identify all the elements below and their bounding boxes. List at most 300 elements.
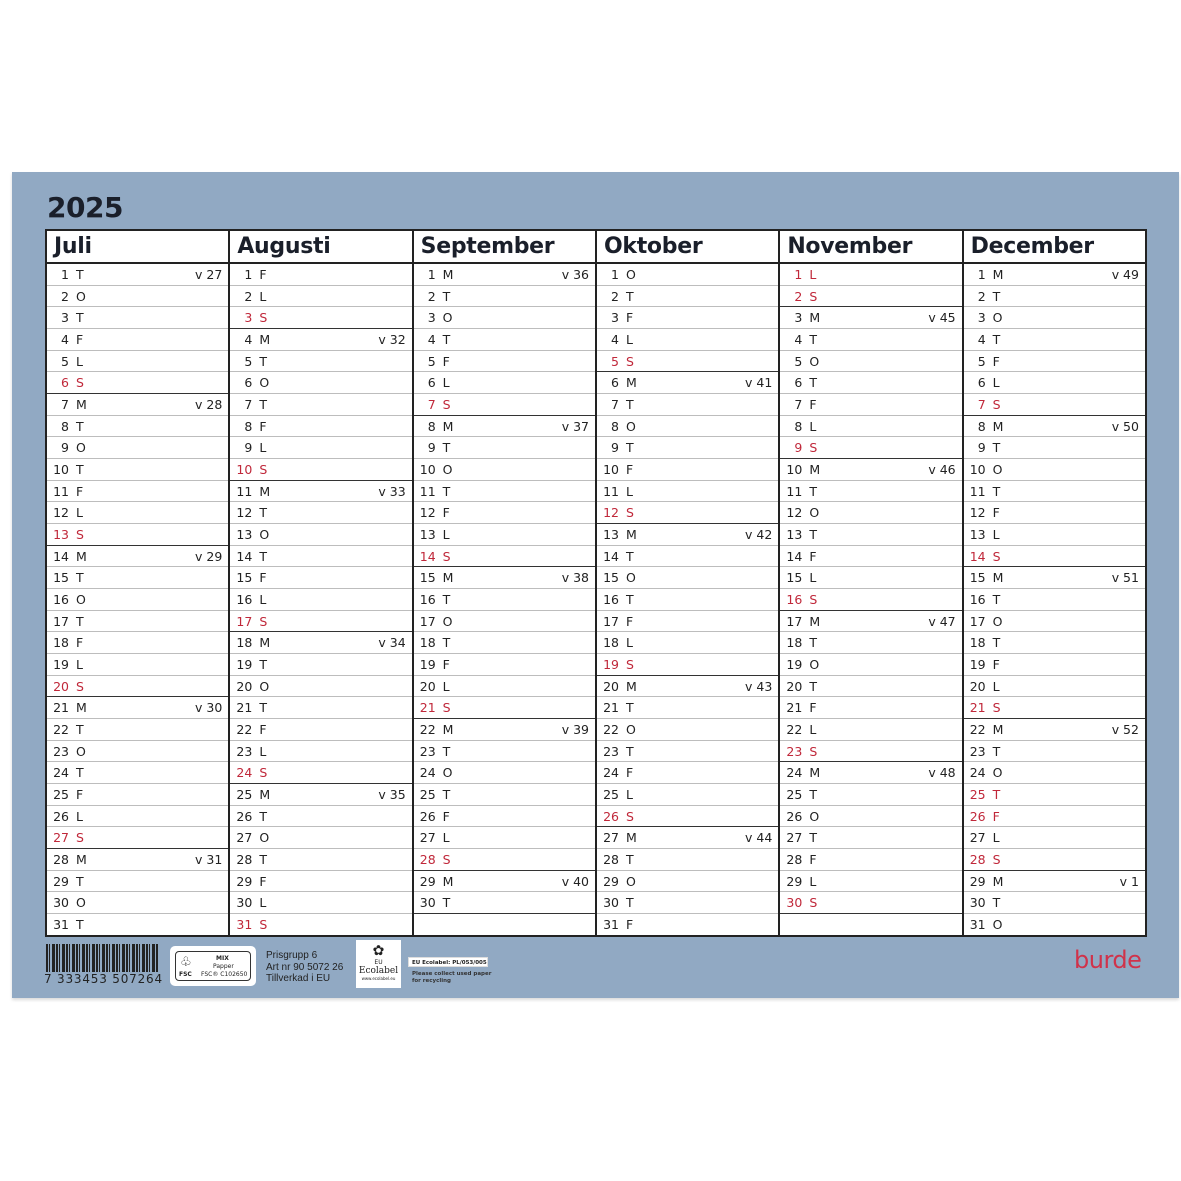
day-number: 12	[53, 505, 69, 521]
day-row	[414, 783, 595, 805]
weekday-letter: S	[259, 917, 268, 933]
weekday-letter: T	[76, 722, 84, 738]
weekday-letter: M	[259, 483, 271, 499]
weekday-letter: T	[76, 570, 84, 586]
day-row	[964, 631, 1145, 653]
day-number: 1	[611, 267, 619, 282]
day-number: 5	[427, 353, 436, 369]
day-number: 3	[61, 310, 69, 326]
day-row	[414, 458, 595, 480]
weekday-letter: S	[259, 310, 268, 326]
weekday-letter: M	[76, 852, 87, 868]
day-number: 23	[969, 743, 986, 759]
month-column-juli	[47, 231, 228, 935]
day-row	[47, 285, 228, 307]
weekday-letter: F	[259, 267, 267, 282]
day-row	[230, 675, 411, 697]
day-number: 8	[244, 418, 253, 434]
day-row	[780, 501, 961, 523]
weekday-letter: S	[625, 505, 634, 521]
day-number: 3	[244, 310, 253, 326]
day-number: 5	[977, 353, 986, 369]
ecolabel-flower-icon: ✿	[372, 943, 385, 959]
day-number: 15	[236, 570, 253, 586]
day-number: 15	[419, 570, 436, 586]
day-number: 18	[603, 635, 619, 651]
weekday-letter: M	[625, 830, 637, 846]
day-number: 25	[419, 787, 436, 803]
weekday-letter: T	[625, 895, 634, 911]
day-number: 7	[977, 397, 986, 413]
day-number: 5	[611, 353, 619, 369]
weekday-letter: S	[992, 548, 1001, 564]
day-number: 14	[969, 548, 986, 564]
day-number: 2	[977, 288, 986, 304]
day-row	[597, 480, 778, 502]
day-number: 8	[61, 418, 69, 434]
day-number: 1	[61, 267, 69, 282]
day-row	[597, 740, 778, 762]
weekday-letter: T	[992, 635, 1001, 651]
day-row	[47, 913, 228, 935]
day-number: 2	[427, 288, 436, 304]
weekday-letter: T	[76, 310, 84, 326]
day-number: 14	[419, 548, 436, 564]
weekday-letter: M	[809, 310, 821, 326]
day-number: 16	[419, 592, 436, 608]
day-row	[964, 371, 1145, 393]
weekday-letter: O	[809, 657, 820, 673]
day-row	[47, 371, 228, 393]
weekday-letter: T	[442, 483, 451, 499]
day-number: 20	[786, 678, 803, 694]
weekday-letter: L	[809, 873, 817, 889]
weekday-letter: T	[625, 548, 634, 564]
weekday-letter: F	[259, 873, 267, 889]
weekday-letter: L	[76, 808, 83, 824]
day-row	[780, 870, 961, 892]
day-number: 19	[786, 657, 803, 673]
day-number: 4	[794, 332, 803, 348]
day-number: 1	[427, 267, 436, 282]
day-number: 23	[53, 743, 69, 759]
day-row	[414, 306, 595, 328]
day-number: 29	[786, 873, 803, 889]
day-row	[230, 913, 411, 935]
weekday-letter: F	[76, 787, 84, 803]
weekday-letter: M	[625, 527, 637, 543]
day-number: 4	[61, 332, 69, 348]
day-number: 18	[786, 635, 803, 651]
weekday-letter: L	[625, 332, 633, 348]
day-number: 13	[969, 527, 986, 543]
day-number: 7	[244, 397, 253, 413]
weekday-letter: F	[992, 353, 1000, 369]
weekday-letter: O	[442, 310, 453, 326]
day-row	[597, 264, 778, 285]
day-row	[414, 848, 595, 870]
day-row	[230, 350, 411, 372]
weekday-letter: T	[76, 418, 84, 434]
weekday-letter: T	[76, 917, 84, 933]
day-row	[964, 610, 1145, 632]
fsc-code: FSC® C102650	[201, 971, 248, 978]
weekday-letter: L	[76, 657, 83, 673]
day-number: 3	[794, 310, 803, 326]
weekday-letter: F	[259, 722, 267, 738]
day-row	[47, 480, 228, 502]
week-number: v 44	[745, 830, 773, 846]
day-row	[597, 891, 778, 913]
day-row	[414, 761, 595, 783]
day-number: 8	[611, 418, 619, 434]
day-row	[597, 848, 778, 870]
day-number: 10	[419, 462, 436, 478]
day-number: 27	[786, 830, 803, 846]
day-row	[47, 610, 228, 632]
weekday-letter: T	[442, 332, 451, 348]
day-row	[414, 913, 595, 935]
weekday-letter: S	[442, 852, 451, 868]
day-row	[230, 545, 411, 567]
day-number: 11	[786, 483, 803, 499]
weekday-letter: S	[809, 440, 818, 456]
day-number: 31	[236, 917, 253, 933]
weekday-letter: T	[992, 787, 1001, 803]
day-row	[964, 761, 1145, 783]
week-number: v 42	[745, 527, 773, 543]
weekday-letter: T	[992, 440, 1001, 456]
calendar-grid	[45, 229, 1147, 937]
price-group: Prisgrupp 6	[266, 950, 318, 961]
weekday-letter: L	[809, 418, 817, 434]
weekday-letter: M	[76, 700, 87, 716]
day-number: 21	[786, 700, 803, 716]
week-number: v 52	[1111, 722, 1139, 738]
day-number: 25	[969, 787, 986, 803]
day-row	[597, 371, 778, 393]
day-row	[47, 458, 228, 480]
day-number: 23	[603, 743, 619, 759]
day-row	[964, 740, 1145, 762]
weekday-letter: F	[625, 765, 634, 781]
weekday-letter: F	[809, 700, 817, 716]
weekday-letter: M	[992, 722, 1004, 738]
day-number: 14	[53, 548, 69, 564]
day-row	[230, 328, 411, 350]
day-row	[597, 393, 778, 415]
day-row	[780, 891, 961, 913]
article-number: Art nr 90 5072 26	[266, 961, 344, 973]
day-row	[230, 264, 411, 285]
day-number: 29	[53, 873, 69, 889]
weekday-letter: T	[259, 852, 267, 868]
weekday-letter: O	[76, 288, 86, 304]
weekday-letter: S	[809, 895, 818, 911]
day-number: 20	[603, 678, 619, 694]
day-row	[597, 501, 778, 523]
weekday-letter: O	[992, 462, 1003, 478]
day-number: 25	[53, 787, 69, 803]
weekday-letter: T	[259, 657, 267, 673]
day-number: 16	[236, 592, 253, 608]
day-number: 24	[969, 765, 986, 781]
week-number: v 32	[378, 332, 406, 348]
day-number: 28	[786, 852, 803, 868]
day-number: 26	[969, 808, 986, 824]
day-row	[230, 371, 411, 393]
day-row	[230, 501, 411, 523]
weekday-letter: S	[992, 700, 1001, 716]
day-number: 22	[969, 722, 986, 738]
day-number: 5	[794, 353, 803, 369]
day-row	[597, 826, 778, 848]
fsc-label	[170, 946, 256, 986]
day-number: 13	[53, 527, 69, 543]
day-number: 1	[977, 267, 986, 282]
day-row	[47, 761, 228, 783]
day-number: 13	[786, 527, 803, 543]
day-number: 20	[969, 678, 986, 694]
weekday-letter: M	[625, 678, 637, 694]
day-number: 9	[427, 440, 436, 456]
day-number: 11	[236, 483, 253, 499]
day-row	[597, 545, 778, 567]
weekday-letter: T	[992, 483, 1001, 499]
day-number: 24	[419, 765, 436, 781]
barcode	[46, 944, 158, 972]
weekday-letter: S	[259, 613, 268, 629]
day-row	[230, 761, 411, 783]
day-row	[230, 285, 411, 307]
day-row	[597, 610, 778, 632]
day-row	[230, 306, 411, 328]
weekday-letter: M	[259, 332, 271, 348]
day-row	[780, 826, 961, 848]
day-row	[780, 458, 961, 480]
weekday-letter: S	[442, 397, 451, 413]
weekday-letter: T	[625, 743, 634, 759]
ecolabel-license: EU Ecolabel: PL/053/005	[408, 957, 488, 967]
day-row	[47, 415, 228, 437]
day-row	[47, 718, 228, 740]
day-number: 22	[786, 722, 803, 738]
day-number: 4	[244, 332, 253, 348]
day-number: 20	[53, 678, 69, 694]
day-row	[47, 501, 228, 523]
day-number: 10	[603, 462, 619, 478]
recycle-line: for recycling	[412, 977, 451, 984]
weekday-letter: S	[809, 743, 818, 759]
day-row	[964, 696, 1145, 718]
month-column-augusti	[228, 231, 411, 935]
day-number: 28	[419, 852, 436, 868]
day-number: 13	[603, 527, 619, 543]
weekday-letter: O	[625, 570, 636, 586]
weekday-letter: F	[442, 657, 450, 673]
weekday-letter: L	[442, 375, 450, 391]
weekday-letter: T	[442, 440, 451, 456]
day-row	[597, 675, 778, 697]
weekday-letter: M	[625, 375, 637, 391]
weekday-letter: S	[992, 852, 1001, 868]
weekday-letter: M	[442, 418, 454, 434]
weekday-letter: L	[259, 288, 267, 304]
day-number: 26	[603, 808, 619, 824]
day-row	[780, 783, 961, 805]
day-row	[597, 870, 778, 892]
month-name: Oktober	[597, 231, 778, 264]
weekday-letter: T	[992, 895, 1001, 911]
weekday-letter: O	[259, 830, 270, 846]
day-row	[47, 696, 228, 718]
weekday-letter: O	[992, 765, 1003, 781]
day-number: 27	[603, 830, 619, 846]
weekday-letter: O	[625, 418, 636, 434]
weekday-letter: F	[809, 852, 817, 868]
day-number: 10	[786, 462, 803, 478]
day-row	[964, 588, 1145, 610]
weekday-letter: M	[442, 267, 454, 282]
weekday-letter: O	[625, 873, 636, 889]
weekday-letter: T	[76, 267, 84, 282]
day-row	[780, 848, 961, 870]
day-row	[414, 350, 595, 372]
weekday-letter: T	[992, 288, 1001, 304]
day-number: 15	[786, 570, 803, 586]
day-number: 19	[969, 657, 986, 673]
day-row	[414, 870, 595, 892]
day-row	[230, 805, 411, 827]
day-row	[414, 696, 595, 718]
day-row	[230, 718, 411, 740]
weekday-letter: F	[76, 635, 84, 651]
day-row	[597, 783, 778, 805]
day-row	[597, 523, 778, 545]
weekday-letter: L	[259, 895, 267, 911]
day-row	[597, 761, 778, 783]
day-row	[47, 264, 228, 285]
weekday-letter: T	[442, 743, 451, 759]
fsc-text: FSC	[179, 971, 192, 978]
day-row	[47, 653, 228, 675]
weekday-letter: M	[992, 418, 1004, 434]
day-row	[230, 848, 411, 870]
day-number: 18	[236, 635, 253, 651]
day-number: 11	[419, 483, 436, 499]
weekday-letter: M	[992, 267, 1004, 282]
day-number: 6	[427, 375, 436, 391]
weekday-letter: T	[625, 592, 634, 608]
week-number: v 34	[378, 635, 406, 651]
day-number: 30	[419, 895, 436, 911]
day-row	[414, 588, 595, 610]
weekday-letter: O	[259, 678, 270, 694]
weekday-letter: S	[442, 548, 451, 564]
weekday-letter: S	[625, 808, 634, 824]
day-row	[597, 588, 778, 610]
day-number: 12	[969, 505, 986, 521]
day-row	[230, 415, 411, 437]
fsc-tree-icon: ♧	[180, 955, 192, 970]
day-number: 23	[786, 743, 803, 759]
weekday-letter: O	[259, 527, 270, 543]
day-number: 21	[236, 700, 253, 716]
weekday-letter: S	[259, 462, 268, 478]
day-row	[414, 393, 595, 415]
day-row	[47, 393, 228, 415]
weekday-letter: T	[809, 483, 817, 499]
day-row	[47, 783, 228, 805]
weekday-letter: T	[992, 332, 1001, 348]
day-number: 28	[603, 852, 619, 868]
week-number: v 28	[195, 397, 223, 413]
day-row	[414, 371, 595, 393]
day-row	[780, 328, 961, 350]
day-row	[230, 740, 411, 762]
day-number: 5	[244, 353, 253, 369]
week-number: v 39	[561, 722, 589, 738]
day-number: 1	[244, 267, 253, 282]
week-number: v 30	[195, 700, 223, 716]
day-row	[414, 826, 595, 848]
day-row	[964, 718, 1145, 740]
weekday-letter: S	[625, 353, 634, 369]
weekday-letter: T	[259, 505, 267, 521]
day-row	[47, 740, 228, 762]
day-number: 6	[244, 375, 253, 391]
weekday-letter: O	[76, 592, 86, 608]
weekday-letter: L	[442, 678, 450, 694]
day-number: 22	[419, 722, 436, 738]
weekday-letter: T	[809, 375, 817, 391]
day-row	[230, 891, 411, 913]
day-number: 26	[419, 808, 436, 824]
day-row	[597, 436, 778, 458]
recycle-line: Please collect used paper	[412, 971, 492, 977]
weekday-letter: F	[992, 657, 1000, 673]
day-row	[597, 328, 778, 350]
weekday-letter: T	[259, 353, 267, 369]
day-number: 9	[977, 440, 986, 456]
weekday-letter: T	[809, 678, 817, 694]
day-row	[964, 350, 1145, 372]
day-row	[780, 805, 961, 827]
day-number: 3	[977, 310, 986, 326]
day-row	[230, 653, 411, 675]
day-number: 7	[611, 397, 619, 413]
day-number: 12	[236, 505, 253, 521]
ecolabel-logo	[356, 940, 401, 988]
day-row	[47, 805, 228, 827]
day-number: 3	[427, 310, 436, 326]
week-number: v 29	[195, 548, 223, 564]
weekday-letter: O	[259, 375, 270, 391]
day-row	[597, 350, 778, 372]
weekday-letter: M	[442, 873, 454, 889]
week-number: v 40	[561, 873, 589, 889]
day-number: 9	[244, 440, 253, 456]
day-row	[230, 610, 411, 632]
weekday-letter: T	[442, 592, 451, 608]
day-number: 14	[603, 548, 619, 564]
day-row	[414, 285, 595, 307]
month-name: December	[964, 231, 1145, 264]
week-number: v 31	[195, 852, 223, 868]
day-row	[414, 501, 595, 523]
day-number: 28	[53, 852, 69, 868]
day-row	[47, 631, 228, 653]
